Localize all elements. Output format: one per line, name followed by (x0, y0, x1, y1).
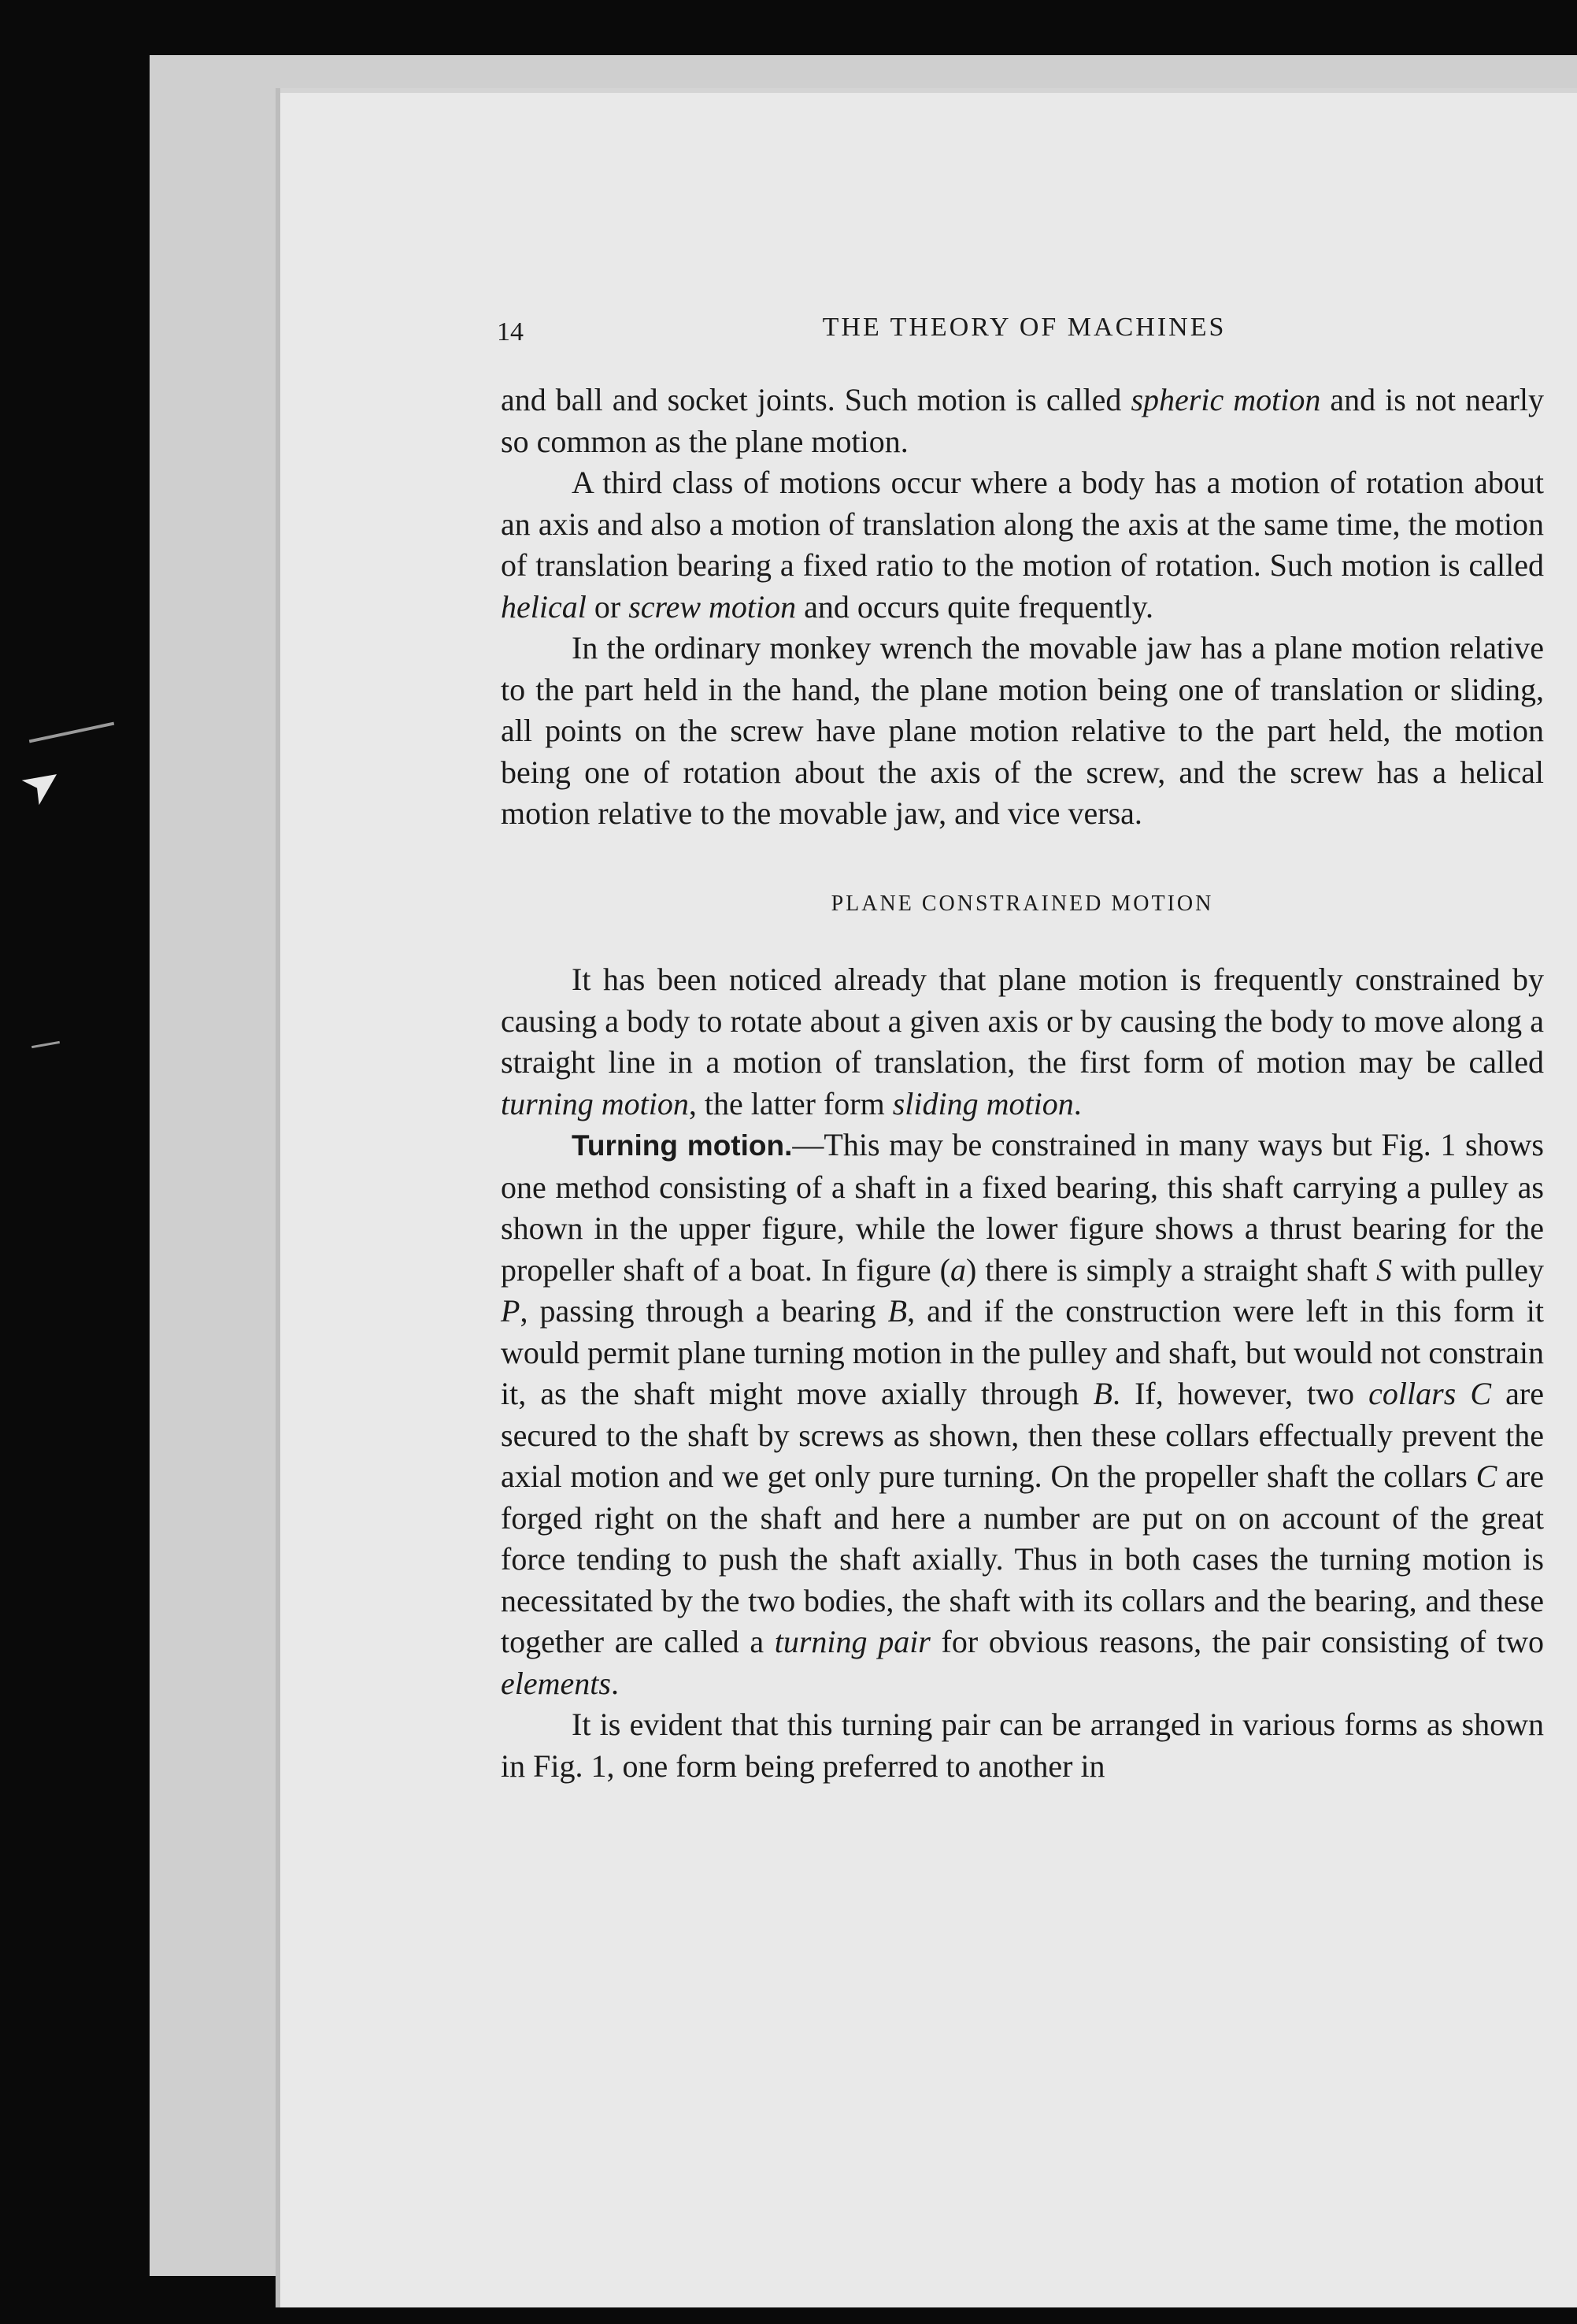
page-number: 14 (497, 317, 524, 347)
paragraph: Turning motion.—This may be constrained in many ways but Fig. 1 shows one method consisting of a shaft in a fixed bearing, this shaft carrying a pulley as shown in the upper figure, while the lower figure shows a thrust bearing for the propeller shaft of a boat. In figure (a) there is simply a straight shaft S with pulley P, passing through a bearing B, and if the construction were left in this form it would permit plane turning motion in the pulley and shaft, but would not constrain it, as the shaft might move axially through B. If, however, two collars C are secured to the shaft by screws as shown, then these collars effectually prevent the axial motion and we get only pure turning. On the propeller shaft the collars C are forged right on the shaft and here a number are put on on account of the great force tending to push the shaft axially. Thus in both cases the turning motion is necessitated by the two bodies, the shaft with its collars and the bearing, and these together are called a turning pair for obvious reasons, the pair consisting of two elements. (501, 1127, 1545, 1701)
section-title: PLANE CONSTRAINED MOTION (831, 891, 1214, 916)
running-head: THE THEORY OF MACHINES (822, 313, 1227, 342)
paragraph: In the ordinary monkey wrench the movable jaw has a plane motion relative to the part held in the hand, the plane motion being one of translation or sliding, all points on the screw have plane motion relative to the part held, the motion being one of rotation about the axis of the screw, and the screw has a helical motion relative to the movable jaw, and vice versa. (501, 630, 1544, 831)
book-page (276, 88, 1577, 2307)
paragraph: It has been noticed already that plane motion is frequently constrained by causing a body to rotate about a given axis or by causing the body to move along a straight line in a motion of translation, the first form of motion may be called turning motion, the latter form sliding motion. (501, 962, 1544, 1121)
page-edge (280, 88, 1577, 93)
run-in-heading: Turning motion. (572, 1129, 793, 1162)
margin-mark-arrow: ➤ (9, 749, 74, 818)
paragraph: A third class of motions occur where a body has a motion of rotation about an axis and also a motion of translation along the axis at the same time, the motion of translation bearing a fixed ratio to the motion of rotation. Such motion is called helical or screw motion and occurs quite frequently. (501, 465, 1544, 625)
paragraph: It is evident that this turning pair can be arranged in various forms as shown in Fig. 1, one form being preferred to another in (501, 1707, 1544, 1784)
paragraph: and ball and socket joints. Such motion is called spheric motion and is not nearly so common as the plane motion. (501, 382, 1544, 459)
page-body (501, 380, 1544, 1787)
page-header (497, 313, 1552, 347)
